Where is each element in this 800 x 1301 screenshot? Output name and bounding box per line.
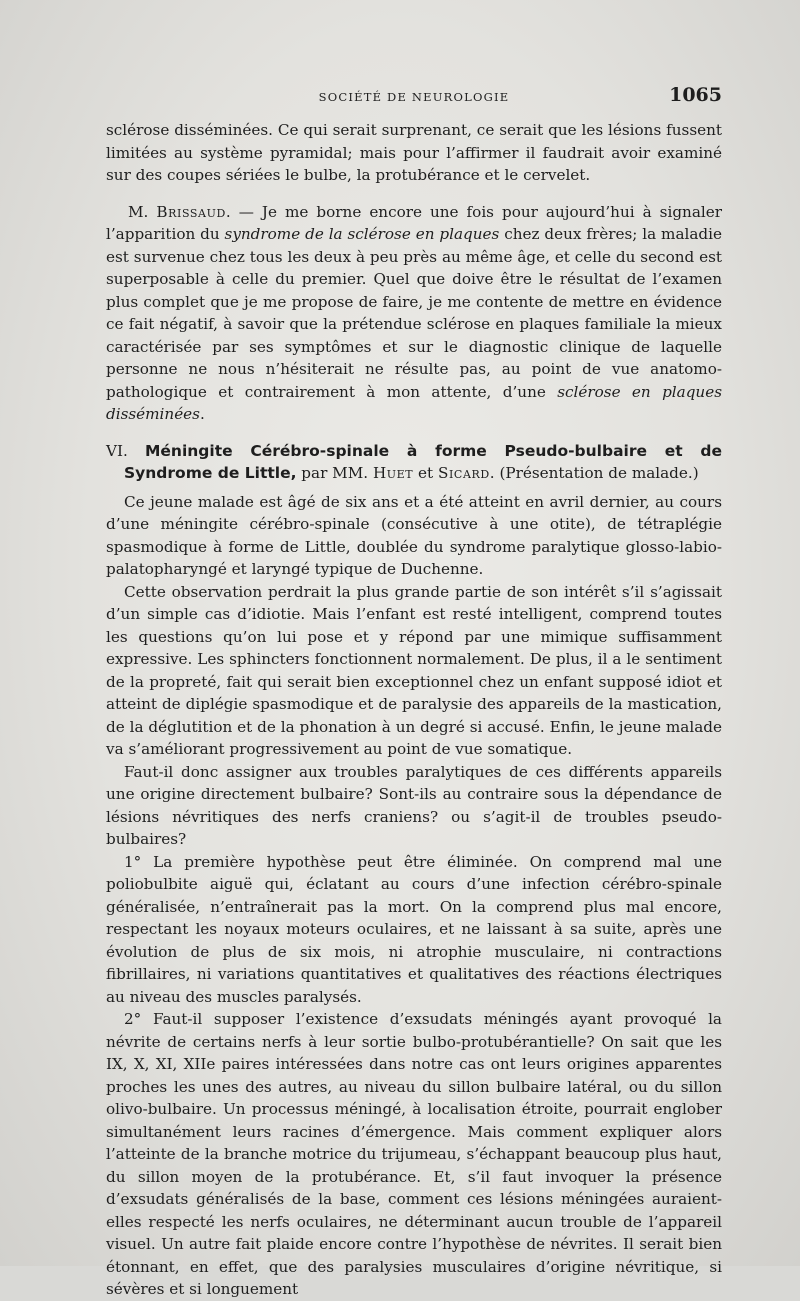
author-sicard: Sicard bbox=[437, 464, 490, 482]
paragraph-brissaud bbox=[106, 201, 722, 426]
speaker-name: Brissaud bbox=[156, 202, 226, 221]
page-body bbox=[106, 119, 722, 1301]
hypothesis-1-marker: 1° bbox=[124, 852, 142, 871]
section-title: Méningite Cérébro-spinale à forme Pseudo-bulbaire et de Syndrome de Little, bbox=[124, 441, 723, 482]
page-header bbox=[106, 84, 722, 110]
brissaud-italic-1: syndrome de la sclérose en plaques bbox=[224, 225, 500, 243]
speaker-prefix: M. bbox=[128, 202, 157, 221]
section-and: et bbox=[413, 464, 438, 482]
paragraph-hypothesis-1 bbox=[106, 851, 722, 1009]
page-number: 1065 bbox=[669, 84, 722, 106]
running-head: SOCIÉTÉ DE NEUROLOGIE bbox=[318, 90, 510, 104]
paragraph-hypothesis-2 bbox=[106, 1008, 722, 1301]
section-by: par MM. bbox=[296, 464, 373, 482]
section-note: . (Présentation de malade.) bbox=[489, 464, 699, 482]
brissaud-italic-2: sclérose en plaques disséminées bbox=[106, 382, 722, 423]
paragraph-observation: Cette observation perdrait la plus grande partie de son intérêt s’il s’agissait d’un simple cas d’idiotie. Mais l’enfant est resté intelligent, comprend toutes les questions qu’on lui pose et y répond par une mimique suffisamment expressive. Les sphincters fonctionnent normalement. De plus, il a le sentiment de la propreté, fait qui serait bien exceptionnel chez un enfant supposé idiot et atteint de diplégie spasmodique et de paralysie des appareils de la mastication, de la déglutition et de la phonation à un degré si accusé. Enfin, le jeune malade va s’améliorant progressivement au point de vue somatique. bbox=[106, 582, 722, 758]
section-heading bbox=[106, 440, 722, 485]
hypothesis-2-text: Faut-il supposer l’existence d’exsudats méningés ayant provoqué la névrite de certains nerfs à leur sortie bulbo-protubérantielle? On sait que les IX, X, XI, XIIe paires intéressées dans notre cas ont leurs origines apparentes proches les unes des autres, au niveau du sillon bulbaire latéral, ou du sillon olivo-bulbaire. Un processus méningé, à localisation étroite, pourrait englober simultanément leurs racines d’émergence. Mais comment expliquer alors l’atteinte de la branche motrice du trijumeau, s’échappant beaucoup plus haut, du sillon moyen de la protubérance. Et, s’il faut invoquer la présence d’exsudats généralisés de la base, comment ces lésions méningées auraient-elles respecté les nerfs oculaires, ne déterminant aucun trouble de l’appareil visuel. Un autre fait plaide encore contre l’hypothèse de névrites. Il serait bien étonnant, en effet, que des paralysies musculaires d’origine névritique, si sévères et si longuement bbox=[106, 1010, 722, 1298]
author-huet: Huet bbox=[372, 464, 414, 482]
paragraph-continuation: sclérose disséminées. Ce qui serait surprenant, ce serait que les lésions fussent limitées au système pyramidal; mais pour l’affirmer il faudrait avoir examiné sur des coupes sériées le bulbe, la protubérance et le cervelet. bbox=[106, 121, 722, 184]
section-number: VI. bbox=[106, 441, 145, 460]
paragraph-case: Ce jeune malade est âgé de six ans et a été atteint en avril dernier, au cours d’une méningite cérébro-spinale (consécutive à une otite), de tétraplégie spasmodique à forme de Little, doublée du syndrome paralytique glosso-labio-palatopharyngé et laryngé typique de Duchenne. bbox=[106, 492, 722, 578]
brissaud-text-b: chez deux frères; la maladie est survenue chez tous les deux à peu près au même âge, et celle du second est superposable à celle du premier. Quel que doive être le résultat de l’examen plus complet que je me propose de faire, je me contente de mettre en évidence ce fait négatif, à savoir que la prétendue sclérose en plaques familiale la mieux caractérisée par ses symptômes et sur le diagnostic clinique de laquelle personne ne nous n’hésiterait ne résulte pas, au point de vue anatomo-pathologique et contrairement à mon attente, d’une bbox=[106, 225, 722, 401]
paragraph-question: Faut-il donc assigner aux troubles paralytiques de ces différents appareils une origine directement bulbaire? Sont-ils au contraire sous la dépendance de lésions névritiques des nerfs craniens? ou s’agit-il de troubles pseudo-bulbaires? bbox=[106, 762, 722, 848]
brissaud-text-a: . — Je me borne encore une fois pour aujourd’hui à signaler l’apparition du bbox=[106, 202, 722, 243]
hypothesis-2-marker: 2° bbox=[124, 1010, 142, 1028]
hypothesis-1-text: La première hypothèse peut être éliminée. On comprend mal une poliobulbite aiguë qui, éclatant au cours d’une infection cérébro-spinale généralisée, n’entraînerait pas la mort. On la comprend plus mal encore, respectant les noyaux moteurs oculaires, et ne laissant à sa suite, après une évolution de plus de six mois, ni atrophie musculaire, ni contractions fibrillaires, ni variations quantitatives et qualitatives des réactions électriques au niveau des muscles paralysés. bbox=[106, 852, 722, 1006]
brissaud-text-c: . bbox=[199, 405, 205, 423]
